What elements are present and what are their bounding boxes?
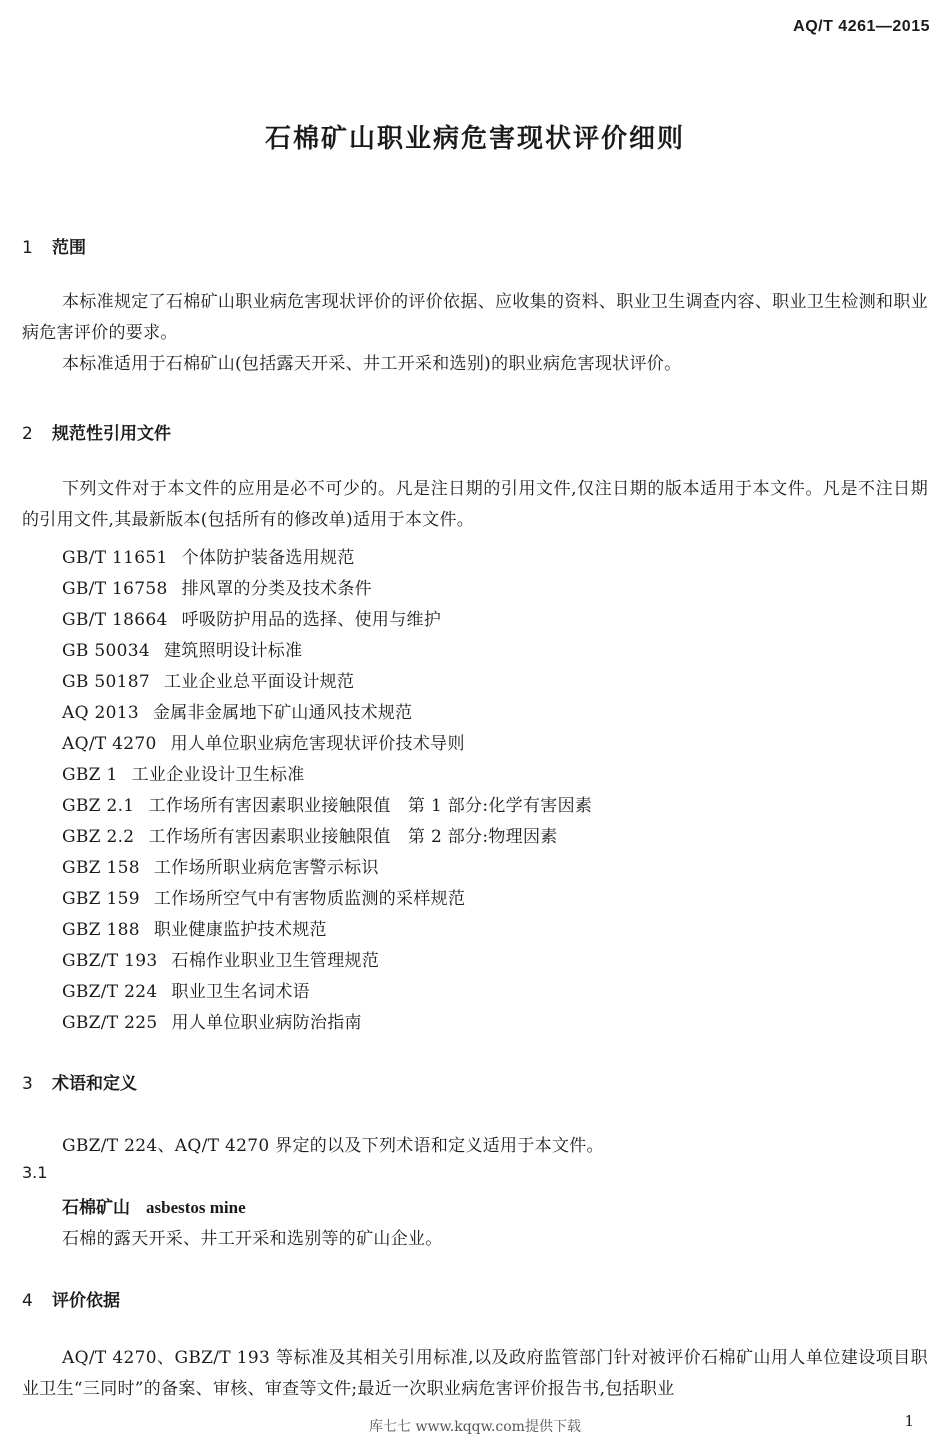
reference-name: 工作场所有害因素职业接触限值 第 2 部分:物理因素 (148, 827, 558, 847)
reference-code: GB/T 18664 (62, 610, 168, 630)
reference-code: GBZ/T 193 (62, 951, 158, 971)
reference-item (62, 946, 379, 971)
scope-paragraph-2: 本标准适用于石棉矿山(包括露天开采、井工开采和选别)的职业病危害现状评价。 (62, 354, 682, 374)
section-title: 范围 (52, 238, 86, 258)
scope-paragraph-1: 本标准规定了石棉矿山职业病危害现状评价的评价依据、应收集的资料、职业卫生调查内容、职业卫生检测和职业病危害评价的要求。 (22, 292, 928, 343)
section-4-heading (22, 1286, 120, 1311)
section-title: 规范性引用文件 (52, 424, 171, 444)
reference-name: 用人单位职业病防治指南 (171, 1013, 362, 1033)
reference-item (62, 1008, 362, 1033)
reference-name: 建筑照明设计标准 (163, 641, 303, 661)
footer-watermark: 库七七 www.kqqw.com提供下载 (369, 1419, 581, 1435)
reference-item (62, 791, 592, 816)
reference-name: 工作场所有害因素职业接触限值 第 1 部分:化学有害因素 (148, 796, 593, 816)
term-en: asbestos mine (146, 1198, 246, 1217)
subsection-number: 3.1 (22, 1163, 48, 1182)
term-zh: 石棉矿山 (62, 1198, 130, 1218)
reference-item (62, 853, 379, 878)
reference-code: GBZ 188 (62, 920, 140, 940)
reference-code: GBZ 158 (62, 858, 140, 878)
reference-code: GBZ/T 225 (62, 1013, 158, 1033)
reference-item (62, 667, 354, 692)
section-3-heading (22, 1069, 137, 1094)
section-title: 术语和定义 (52, 1074, 137, 1094)
section-1-heading (22, 233, 86, 258)
reference-code: AQ/T 4270 (62, 734, 157, 754)
section-number: 4 (22, 1291, 33, 1311)
reference-name: 工业企业设计卫生标准 (131, 765, 305, 785)
reference-item (62, 884, 465, 909)
reference-item (62, 543, 355, 568)
reference-code: GB/T 16758 (62, 579, 168, 599)
reference-code: AQ 2013 (62, 703, 139, 723)
reference-code: GBZ/T 224 (62, 982, 158, 1002)
reference-item (62, 636, 302, 661)
standard-code: AQ/T 4261—2015 (793, 18, 930, 35)
reference-code: GBZ 2.1 (62, 796, 135, 816)
reference-item (62, 729, 465, 754)
reference-name: 工业企业总平面设计规范 (163, 672, 355, 692)
reference-item (62, 915, 327, 940)
reference-name: 个体防护装备选用规范 (181, 548, 355, 568)
reference-code: GBZ 159 (62, 889, 140, 909)
reference-name: 职业卫生名词术语 (171, 982, 310, 1002)
reference-item (62, 574, 372, 599)
reference-name: 排风罩的分类及技术条件 (181, 579, 372, 599)
references-intro: 下列文件对于本文件的应用是必不可少的。凡是注日期的引用文件,仅注日期的版本适用于本文件。凡是不注日期的引用文件,其最新版本(包括所有的修改单)适用于本文件。 (22, 479, 928, 530)
term-definition: 石棉的露天开采、井工开采和选别等的矿山企业。 (62, 1229, 443, 1249)
reference-name: 职业健康监护技术规范 (153, 920, 327, 940)
reference-item (62, 698, 412, 723)
reference-name: 金属非金属地下矿山通风技术规范 (152, 703, 413, 723)
reference-item (62, 822, 558, 847)
section-number: 2 (22, 424, 33, 444)
basis-paragraph: AQ/T 4270、GBZ/T 193 等标准及其相关引用标准,以及政府监管部门针对被评价石棉矿山用人单位建设项目职业卫生“三同时”的备案、审核、审查等文件;最近一次职业病危害评价报告书,包括职业 (22, 1348, 928, 1399)
section-number: 3 (22, 1074, 33, 1094)
reference-name: 呼吸防护用品的选择、使用与维护 (181, 610, 442, 630)
reference-code: GB 50034 (62, 641, 150, 661)
reference-name: 用人单位职业病危害现状评价技术导则 (170, 734, 465, 754)
section-title: 评价依据 (52, 1291, 120, 1311)
reference-code: GBZ 1 (62, 765, 118, 785)
page-number: 1 (904, 1412, 914, 1430)
reference-code: GB/T 11651 (62, 548, 168, 568)
reference-item (62, 977, 310, 1002)
reference-item (62, 605, 441, 630)
reference-name: 工作场所空气中有害物质监测的采样规范 (153, 889, 466, 909)
terms-intro: GBZ/T 224、AQ/T 4270 界定的以及下列术语和定义适用于本文件。 (62, 1136, 604, 1156)
reference-name: 工作场所职业病危害警示标识 (153, 858, 379, 878)
section-2-heading (22, 419, 171, 444)
term-entry (62, 1193, 246, 1218)
reference-code: GBZ 2.2 (62, 827, 135, 847)
reference-item (62, 760, 305, 785)
reference-code: GB 50187 (62, 672, 150, 692)
section-number: 1 (22, 238, 33, 258)
reference-name: 石棉作业职业卫生管理规范 (171, 951, 380, 971)
page-title: 石棉矿山职业病危害现状评价细则 (264, 124, 685, 154)
